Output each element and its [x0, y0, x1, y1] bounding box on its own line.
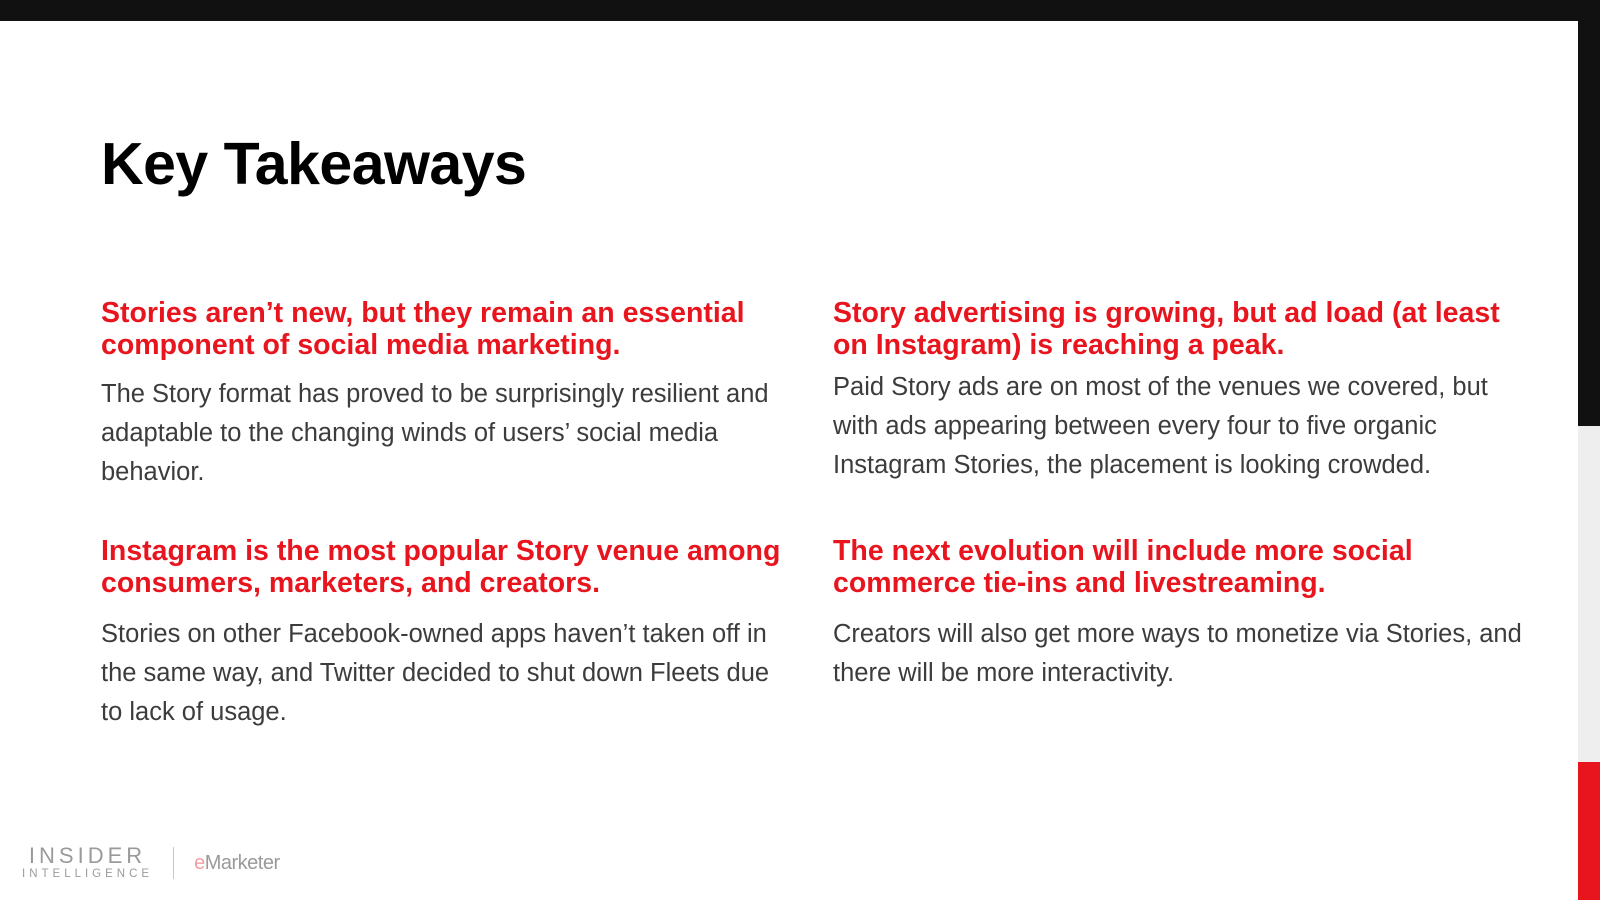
takeaway-heading: The next evolution will include more social commerce tie-ins and livestreaming.	[833, 535, 1413, 599]
emarketer-logo-text: Marketer	[204, 851, 280, 874]
side-frame-bar-red	[1578, 762, 1600, 900]
side-frame-bar-dark	[1578, 21, 1600, 426]
takeaway-heading: Story advertising is growing, but ad load (at least on Instagram) is reaching a peak.	[833, 297, 1500, 361]
takeaway-4	[833, 535, 1523, 693]
footer-divider	[173, 847, 174, 879]
takeaway-3	[101, 535, 791, 732]
side-frame-bar-light	[1578, 426, 1600, 762]
takeaway-heading: Stories aren’t new, but they remain an essential component of social media marketing.	[101, 297, 745, 361]
page-title: Key Takeaways	[101, 131, 527, 197]
emarketer-logo	[194, 852, 280, 875]
top-frame-bar	[0, 0, 1600, 21]
takeaway-2	[833, 297, 1523, 485]
takeaway-body: The Story format has proved to be surprisingly resilient and adaptable to the changing winds of users’ social media behavior.	[101, 380, 769, 486]
takeaway-heading: Instagram is the most popular Story venue among consumers, marketers, and creators.	[101, 535, 781, 599]
logo-line-1: INSIDER	[28, 843, 147, 868]
logo-line-2: INTELLIGENCE	[22, 868, 154, 880]
footer-branding	[22, 845, 280, 881]
takeaway-body: Creators will also get more ways to monetize via Stories, and there will be more interactivity.	[833, 620, 1522, 687]
emarketer-logo-e: e	[194, 851, 205, 874]
takeaway-body: Paid Story ads are on most of the venues we covered, but with ads appearing between every four to five organic Instagram Stories, the placement is looking crowded.	[833, 373, 1488, 479]
takeaway-1	[101, 297, 791, 492]
insider-intelligence-logo	[22, 845, 153, 881]
takeaway-body: Stories on other Facebook-owned apps haven’t taken off in the same way, and Twitter decided to shut down Fleets due to lack of usage.	[101, 620, 770, 726]
